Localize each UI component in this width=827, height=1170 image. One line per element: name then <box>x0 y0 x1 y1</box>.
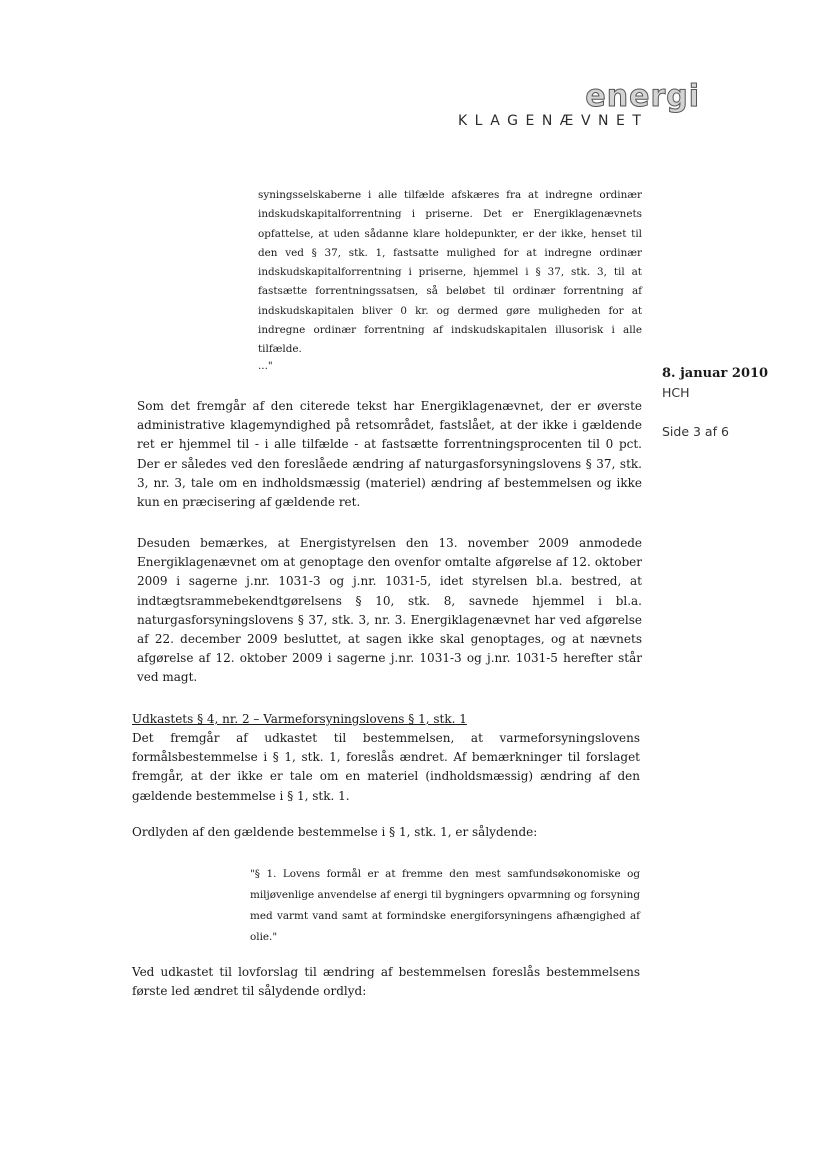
paragraph-3: Det fremgår af udkastet til bestemmelsen, at varmeforsyningslovens formålsbestemmelse i § 1, stk. 1, foreslås ændret. Af bemærkninger til forslaget fremgår, at der ikke er tale om en materiel (indholdsmæssig) ændring af den gældende bestemmelse i § 1, stk. 1. <box>132 731 640 803</box>
paragraph-1: Som det fremgår af den citerede tekst har Energiklagenævnet, der er øverste administrative klagemyndighed på retsområdet, fastslået, at der ikke i gældende ret er hjemmel til - i alle tilfælde - at fastsætte forrentningsprocenten til 0 pct. Der er således ved den foreslåede ændring af naturgasforsyningslovens § 37, stk. 3, nr. 3, tale om en indholdsmæssig (materiel) ændring af bestemmelsen og ikke kun en præcisering af gældende ret. <box>137 399 642 510</box>
logo-subtitle: KLAGENÆVNET <box>458 113 649 129</box>
document-date: 8. januar 2010 <box>662 366 769 381</box>
page-number: Side 3 af 6 <box>662 424 729 439</box>
energiklagenaevnet-logo <box>450 79 700 132</box>
paragraph-4: Ordlyden af den gældende bestemmelse i § 1, stk. 1, er sålydende: <box>132 825 538 839</box>
quoted-decision-text: syningsselskaberne i alle tilfælde afskæres fra at indregne ordinær indskudskapitalforrentning i priserne. Det er Energiklagenævnets opfattelse, at uden sådanne klare holdepunkter, er der ikke, henset til den ved § 37, stk. 1, fastsatte mulighed for at indregne ordinær indskudskapitalforrentning i priserne, hjemmel i § 37, stk. 3, til at fastsætte forrentningssatsen, så beløbet til ordinær forrentning af indskudskapitalen bliver 0 kr. og dermed gøre muligheden for at indregne ordinær forrentning af indskudskapitalen illusorisk i alle tilfælde. <box>258 189 642 356</box>
section-heading: Udkastets § 4, nr. 2 – Varmeforsyningslovens § 1, stk. 1 <box>132 712 467 726</box>
quoted-law-text: "§ 1. Lovens formål er at fremme den mest samfundsøkonomiske og miljøvenlige anvendelse af energi til bygningers opvarmning og forsyning med varmt vand samt at formindske energiforsyningens afhængighed af olie." <box>250 868 640 943</box>
paragraph-5: Ved udkastet til lovforslag til ændring af bestemmelsen foreslås bestemmelsens første led ændret til sålydende ordlyd: <box>132 965 640 999</box>
quote-ellipsis: ..." <box>258 360 273 372</box>
paragraph-2: Desuden bemærkes, at Energistyrelsen den 13. november 2009 anmodede Energiklagenævnet om at genoptage den ovenfor omtalte afgørelse af 12. oktober 2009 i sagerne j.nr. 1031-3 og j.nr. 1031-5, idet styrelsen bl.a. bestred, at indtægtsrammebekendtgørelsens § 10, stk. 8, savnede hjemmel i bl.a. naturgasforsyningslovens § 37, stk. 3, nr. 3. Energiklagenævnet har ved afgørelse af 22. december 2009 besluttet, at sagen ikke skal genoptages, og at nævnets afgørelse af 12. oktober 2009 i sagerne j.nr. 1031-3 og j.nr. 1031-5 herefter står ved magt. <box>137 536 642 685</box>
case-handler-initials: HCH <box>662 385 690 400</box>
logo-wordmark: energi <box>585 79 700 114</box>
